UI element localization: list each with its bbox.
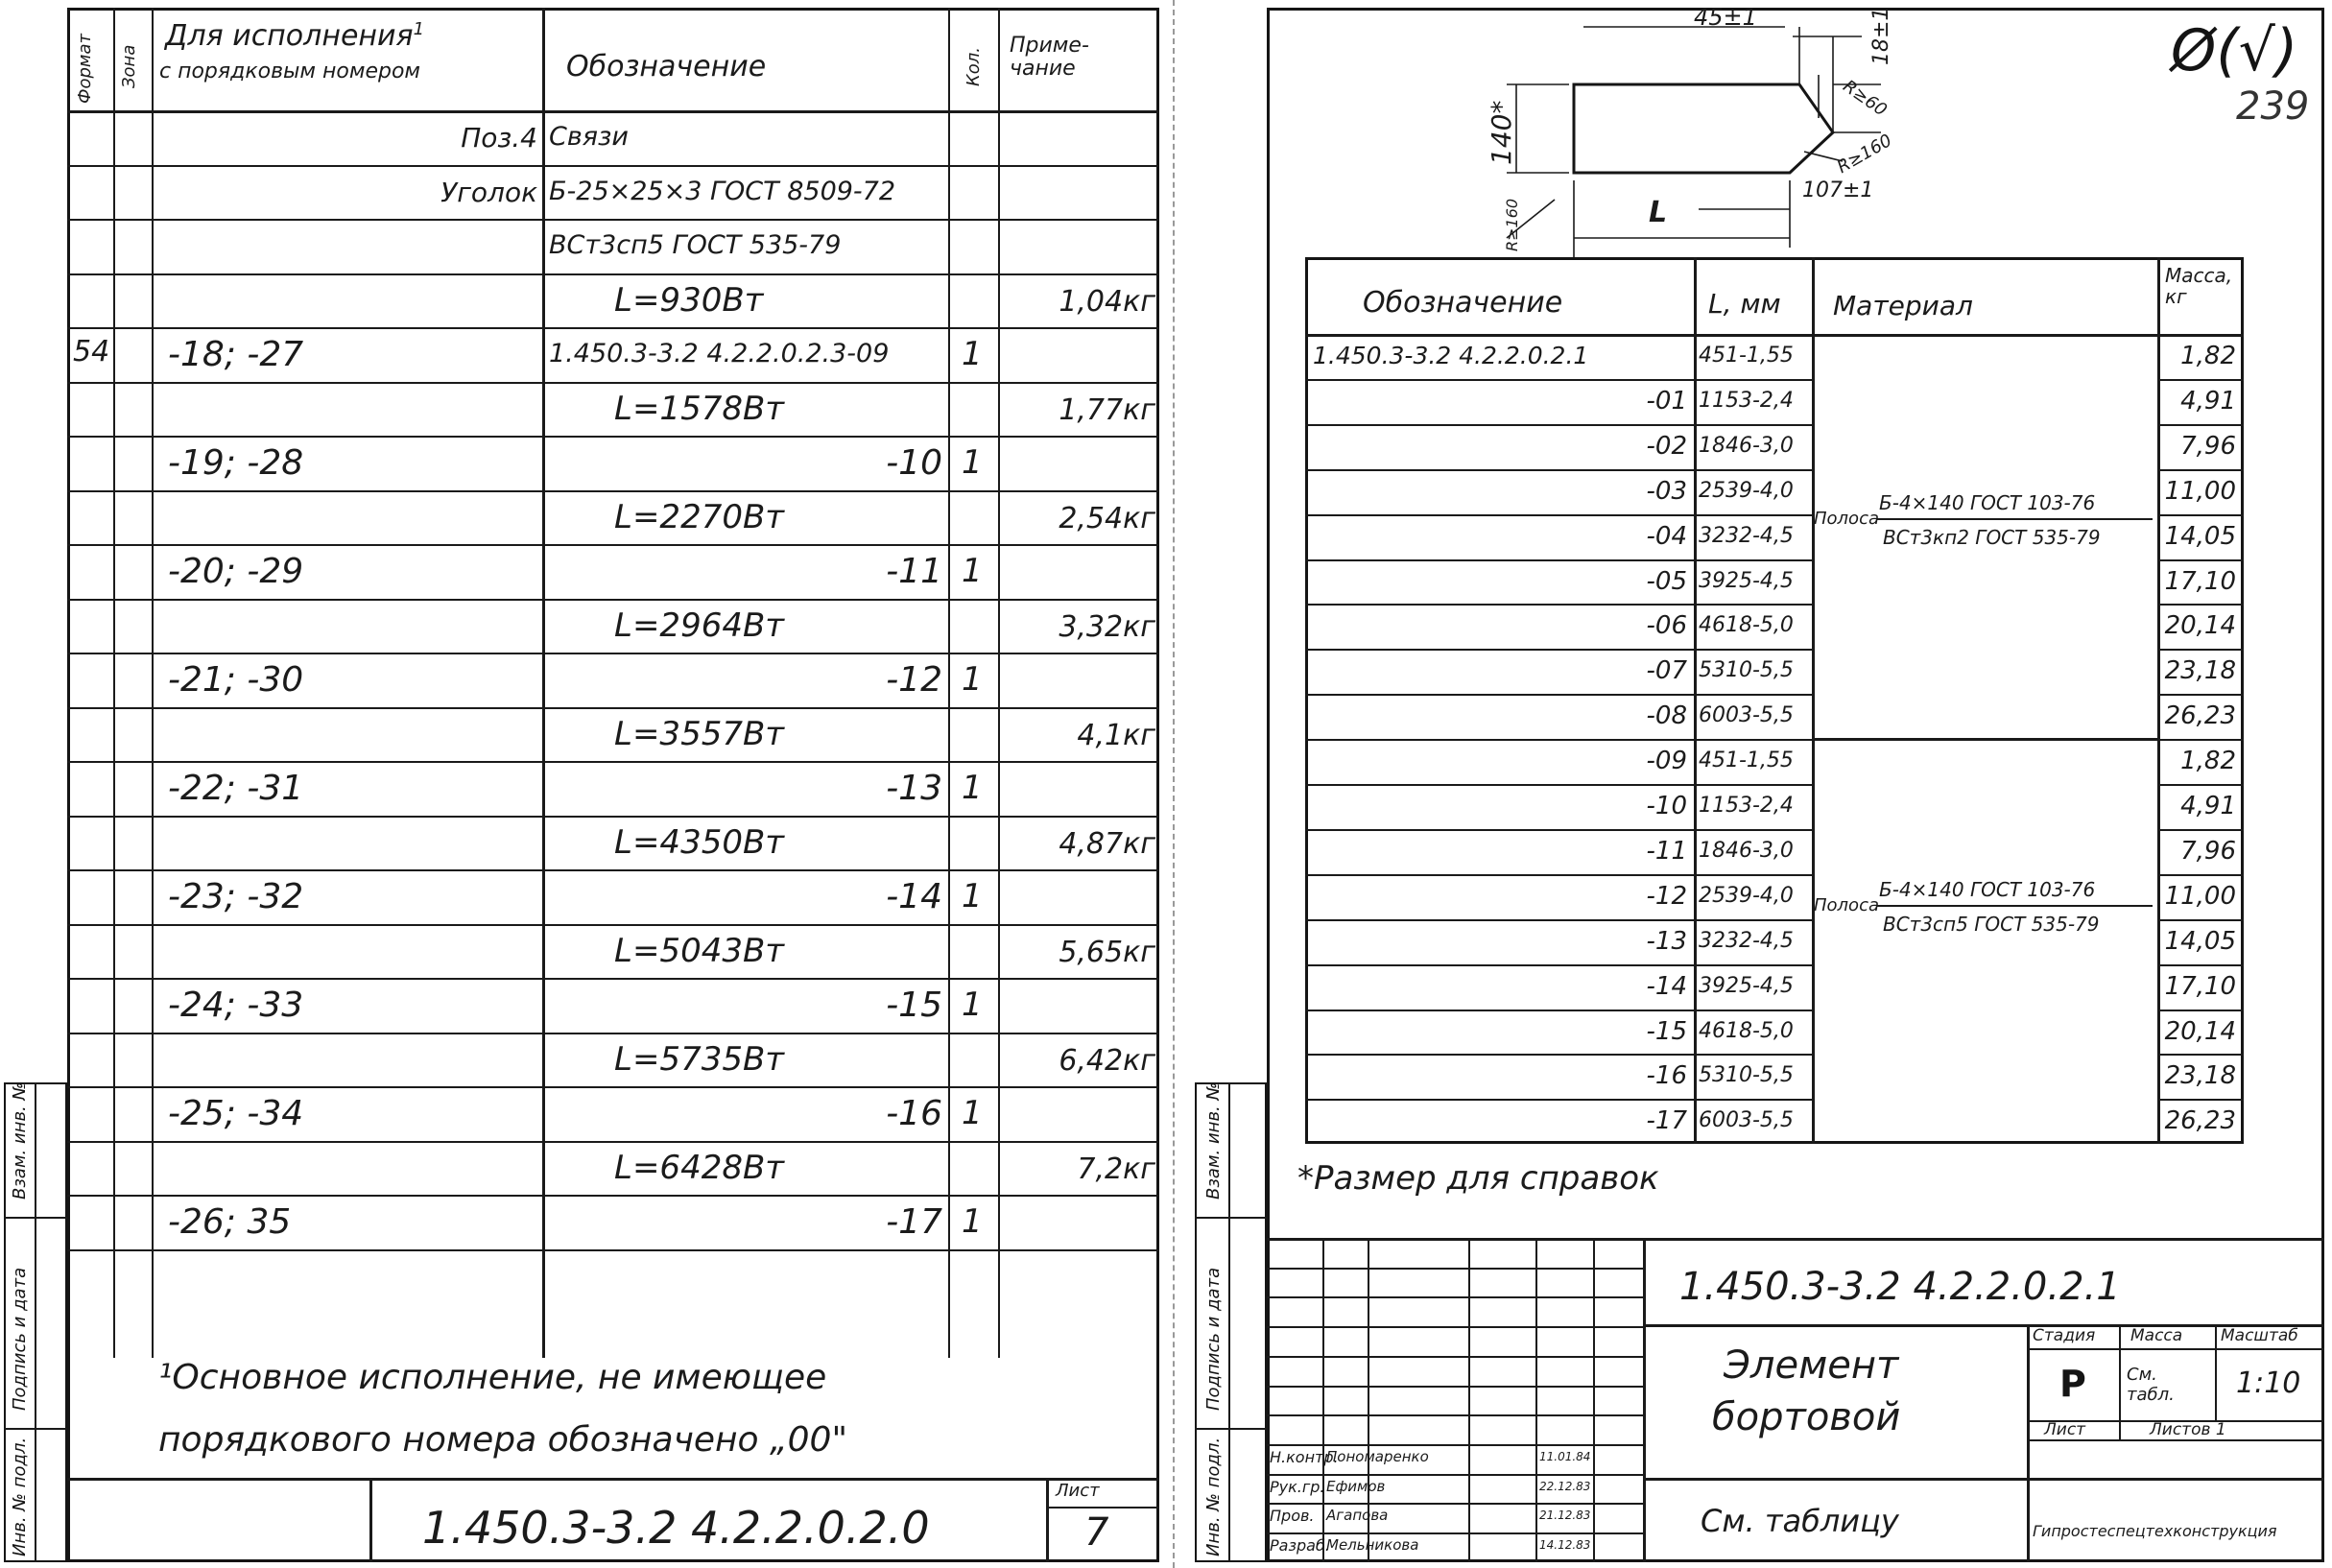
note-header: Приме-чание (1010, 34, 1089, 81)
left-row-line (67, 978, 1159, 980)
mass-row-length: 451-1,55 (1699, 344, 1794, 368)
left-row-line (67, 1086, 1159, 1088)
mass-row-line (1694, 919, 1812, 921)
dim-r1: R≥60 (1839, 76, 1891, 121)
table-row-variant: -25; -34 (168, 1094, 304, 1133)
table-row-qty: 1 (962, 986, 983, 1024)
table-row-designation: Связи (549, 122, 629, 152)
title-grid-line (1267, 1326, 1643, 1328)
mass-row-line (1305, 874, 1694, 876)
right-doc-number: 1.450.3-3.2 4.2.2.0.2.1 (1679, 1265, 2121, 1309)
person-role: Рук.гр. (1270, 1477, 1325, 1496)
table-row-qty: 1 (962, 660, 983, 699)
mass-row-line (2157, 1099, 2244, 1101)
mass-row-length: 3925-4,5 (1699, 568, 1794, 593)
table-row-designation: L=930Вт (614, 280, 764, 320)
mass-row-line (1694, 649, 1812, 651)
table-row-note: 6,42кг (1059, 1043, 1155, 1078)
person-role: Н.контр. (1270, 1447, 1339, 1466)
mass-row-mass: 23,18 (2164, 1061, 2236, 1091)
mass-row-designation: 1.450.3-3.2 4.2.2.0.2.1 (1313, 342, 1589, 369)
mass-row-length: 3925-4,5 (1699, 973, 1794, 998)
table-row-qty: 1 (962, 335, 983, 373)
mass-row-line (1694, 1010, 1812, 1011)
material2-bottom: ВСт3сп5 ГОСТ 535-79 (1883, 913, 2100, 936)
table-row-designation: L=2270Вт (614, 497, 785, 536)
mass-row-mass: 4,91 (2180, 386, 2236, 416)
mass-row-mass: 20,14 (2164, 1016, 2236, 1046)
table-header-material: Материал (1833, 290, 1973, 321)
title-line1: Элемент (1724, 1343, 1899, 1388)
table-row-note: 3,32кг (1059, 609, 1155, 644)
mass-row-designation: -14 (1646, 971, 1687, 1001)
table-row-designation: L=4350Вт (614, 822, 785, 862)
sheet-label: Лист (2044, 1420, 2086, 1439)
person-date: 22.12.83 (1539, 1479, 1591, 1493)
table-row-variant: -19; -28 (168, 443, 304, 483)
corner-mark: Ø(√) (2171, 17, 2298, 84)
variant-header: Для исполнения$^1$ (165, 19, 425, 53)
stage-value: Р (2059, 1363, 2086, 1405)
table-row-variant: -23; -32 (168, 877, 304, 916)
table-row-designation: Б-25×25×3 ГОСТ 8509-72 (549, 176, 896, 206)
table-row-designation: -15 (886, 986, 942, 1025)
mass-row-designation: -08 (1646, 701, 1687, 731)
mass-row-length: 3232-4,5 (1699, 523, 1794, 548)
person-date: 21.12.83 (1539, 1509, 1591, 1523)
mass-row-mass: 7,96 (2180, 836, 2236, 866)
table-row-variant: -22; -31 (168, 769, 304, 808)
left-row-line (67, 599, 1159, 601)
table-row-note: 5,65кг (1059, 935, 1155, 969)
mass-row-mass: 11,00 (2164, 476, 2236, 506)
designation-header: Обозначение (566, 50, 767, 83)
table-row-note: 1,04кг (1059, 284, 1155, 319)
mass-row-length: 1153-2,4 (1699, 388, 1794, 413)
mass-row-designation: -10 (1646, 792, 1687, 820)
sheets-label: Листов 1 (2150, 1420, 2226, 1439)
table-row-qty: 1 (962, 877, 983, 915)
dim-bottom: 107±1 (1802, 178, 1874, 202)
table-row-variant: Уголок (440, 176, 537, 208)
table-row-note: 1,77кг (1059, 392, 1155, 427)
person-date: 11.01.84 (1539, 1449, 1591, 1463)
table-row-qty: 1 (962, 1202, 983, 1241)
left-sheet-label: Лист (1056, 1481, 1100, 1501)
table-row-designation: L=5735Вт (614, 1039, 785, 1079)
mass-row-line (1694, 604, 1812, 606)
mass-row-line (2157, 874, 2244, 876)
mass-row-line (1694, 469, 1812, 471)
mass-row-designation: -12 (1646, 881, 1687, 911)
left-row-line (67, 327, 1159, 329)
table-row-qty: 1 (962, 769, 983, 807)
mass-label: Масса (2130, 1326, 2183, 1345)
person-date: 14.12.83 (1539, 1538, 1591, 1552)
dim-l: L (1649, 196, 1668, 229)
mass-row-line (2157, 514, 2244, 516)
title-grid-line (1267, 1532, 1643, 1534)
left-row-line (67, 382, 1159, 384)
left-header-line (67, 110, 1159, 113)
mass-row-line (2157, 469, 2244, 471)
page-number: 239 (2236, 84, 2310, 129)
left-row-line (67, 707, 1159, 709)
title-grid-line (1267, 1268, 1643, 1270)
mass-row-designation: -04 (1646, 521, 1687, 551)
mass-row-designation: -16 (1646, 1061, 1687, 1091)
mass-row-designation: -02 (1646, 431, 1687, 461)
mass-row-line (2157, 739, 2244, 741)
material1-bottom: ВСт3кп2 ГОСТ 535-79 (1883, 526, 2101, 549)
mass-row-line (1694, 964, 1812, 966)
table-row-designation: -10 (886, 443, 942, 483)
left-margin-label-2: Подпись и дата (10, 1267, 30, 1411)
left-row-line (67, 1141, 1159, 1143)
title-grid-line (1267, 1503, 1643, 1505)
table-header-length: L, мм (1708, 288, 1781, 320)
dim-top: 45±1 (1694, 4, 1757, 31)
table-row-designation: L=2964Вт (614, 606, 785, 645)
mass-row-line (2157, 964, 2244, 966)
table-row-designation: ВСт3сп5 ГОСТ 535-79 (549, 230, 842, 260)
person-name: Агапова (1326, 1507, 1389, 1525)
mass-row-line (1305, 784, 1694, 786)
mass-row-length: 2539-4,0 (1699, 883, 1794, 908)
table-header-designation: Обозначение (1363, 286, 1563, 320)
mass-row-mass: 1,82 (2180, 342, 2236, 370)
mass-row-designation: -13 (1646, 926, 1687, 956)
title-grid-line (1267, 1356, 1643, 1358)
table-row-variant: -21; -30 (168, 660, 304, 700)
person-role: Пров. (1270, 1507, 1315, 1526)
mass-row-length: 1846-3,0 (1699, 433, 1794, 458)
mass-row-length: 3232-4,5 (1699, 928, 1794, 953)
mass-row-line (1694, 1099, 1812, 1101)
table-row-qty: 1 (962, 552, 983, 590)
mass-row-line (1694, 559, 1812, 561)
mass-row-length: 2539-4,0 (1699, 478, 1794, 503)
person-role: Разраб. (1270, 1536, 1330, 1555)
title-grid-line (1267, 1474, 1643, 1476)
mass-row-line (1694, 874, 1812, 876)
dim-r2: R≥160 (1833, 130, 1896, 178)
mass-row-line (1305, 829, 1694, 831)
mass-row-mass: 26,23 (2164, 1106, 2236, 1136)
reference-note: *Размер для справок (1297, 1159, 1659, 1198)
dim-left: 140* (1486, 100, 1517, 165)
table-row-note: 2,54кг (1059, 501, 1155, 535)
dim-r3: R≥160 (1503, 198, 1521, 251)
material1-top: Б-4×140 ГОСТ 103-76 (1879, 491, 2096, 514)
mass-row-designation: -07 (1646, 656, 1687, 686)
mass-row-mass: 14,05 (2164, 521, 2236, 551)
mass-row-line (1305, 649, 1694, 651)
left-row-line (67, 816, 1159, 818)
mass-row-mass: 20,14 (2164, 611, 2236, 641)
table-row-designation: L=1578Вт (614, 389, 785, 428)
mass-row-line (1305, 694, 1694, 696)
table-row-designation: -13 (886, 769, 942, 808)
left-row-line (67, 761, 1159, 763)
mass-row-line (2157, 829, 2244, 831)
left-row-line (67, 219, 1159, 221)
table-row-designation: L=3557Вт (614, 714, 785, 753)
mass-row-line (2157, 379, 2244, 381)
dim-right: 18±1 (1869, 7, 1893, 65)
table-row-format: 54 (73, 335, 110, 368)
footnote-line2: порядкового номера обозначено „00" (158, 1420, 848, 1460)
left-doc-number: 1.450.3-3.2 4.2.2.0.2.0 (422, 1502, 930, 1554)
mass-row-length: 5310-5,5 (1699, 1063, 1794, 1088)
table-row-variant: -24; -33 (168, 986, 304, 1025)
table-row-note: 4,1кг (1077, 718, 1155, 752)
organization: Гипростеспецтехконструкция (2033, 1522, 2277, 1540)
mass-row-line (1694, 829, 1812, 831)
mass-value: См. табл. (2127, 1365, 2175, 1405)
qty-header: Кол. (964, 46, 984, 86)
table-row-designation: -11 (886, 552, 942, 591)
left-row-line (67, 165, 1159, 167)
mass-row-line (1305, 514, 1694, 516)
mass-row-length: 6003-5,5 (1699, 703, 1794, 728)
title-grid-line (1267, 1414, 1643, 1416)
mass-row-line (2157, 649, 2244, 651)
mass-row-line (1305, 964, 1694, 966)
right-margin-label-2: Подпись и дата (1203, 1267, 1224, 1411)
table-row-designation: 1.450.3-3.2 4.2.2.0.2.3-09 (549, 339, 890, 368)
mass-row-line (1305, 559, 1694, 561)
mass-row-length: 451-1,55 (1699, 748, 1794, 773)
mass-row-line (1694, 424, 1812, 426)
title-line2: бортовой (1712, 1395, 1901, 1439)
material-ref: См. таблицу (1701, 1503, 1899, 1539)
left-row-line (67, 1195, 1159, 1197)
title-grid-line (1267, 1386, 1643, 1388)
mass-row-designation: -06 (1646, 611, 1687, 641)
left-row-line (67, 869, 1159, 871)
left-row-line (67, 653, 1159, 654)
mass-row-length: 4618-5,0 (1699, 613, 1794, 638)
mass-row-line (1305, 1010, 1694, 1011)
mass-row-line (1305, 424, 1694, 426)
mass-row-mass: 4,91 (2180, 792, 2236, 820)
mass-row-mass: 1,82 (2180, 747, 2236, 776)
mass-row-designation: -03 (1646, 476, 1687, 506)
right-margin-label-3: Взам. инв. № (1203, 1081, 1224, 1200)
mass-row-line (2157, 694, 2244, 696)
left-row-line (67, 544, 1159, 546)
mass-row-mass: 26,23 (2164, 701, 2236, 731)
mass-row-designation: -05 (1646, 566, 1687, 596)
material2-top: Б-4×140 ГОСТ 103-76 (1879, 878, 2096, 901)
table-row-designation: -14 (886, 877, 942, 916)
table-header-mass: Масса, кг (2165, 264, 2233, 308)
mass-row-length: 4618-5,0 (1699, 1018, 1794, 1043)
zone-header: Зона (119, 44, 139, 88)
person-name: Пономаренко (1326, 1447, 1429, 1465)
variant-header-line2: с порядковым номером (159, 59, 421, 83)
mass-row-mass: 7,96 (2180, 431, 2236, 461)
right-margin-label-1: Инв. № подл. (1203, 1437, 1224, 1556)
table-row-designation: L=6428Вт (614, 1148, 785, 1187)
mass-row-line (1694, 784, 1812, 786)
mass-row-designation: -01 (1646, 386, 1687, 416)
stage-label: Стадия (2033, 1326, 2096, 1345)
table-row-variant: -18; -27 (168, 335, 304, 374)
table-row-note: 4,87кг (1059, 826, 1155, 861)
mass-row-line (1305, 604, 1694, 606)
mass-row-line (1694, 379, 1812, 381)
mass-row-mass: 23,18 (2164, 656, 2236, 686)
left-row-line (67, 1033, 1159, 1034)
left-row-line (67, 924, 1159, 926)
person-name: Мельникова (1326, 1536, 1419, 1554)
table-row-designation: -12 (886, 660, 942, 700)
mass-row-line (1305, 469, 1694, 471)
footnote-line1: ¹Основное исполнение, не имеющее (158, 1358, 827, 1397)
mass-row-line (1305, 739, 1694, 741)
mass-row-line (1694, 694, 1812, 696)
mass-row-length: 1846-3,0 (1699, 838, 1794, 863)
table-row-qty: 1 (962, 1094, 983, 1132)
left-sheet-number: 7 (1084, 1510, 1109, 1555)
table-row-designation: -16 (886, 1094, 942, 1133)
mass-row-line (1305, 1054, 1694, 1056)
mass-row-designation: -11 (1646, 836, 1687, 866)
mass-row-mass: 11,00 (2164, 881, 2236, 911)
mass-row-line (2157, 604, 2244, 606)
material1-word: Полоса (1814, 509, 1879, 529)
mass-row-length: 1153-2,4 (1699, 794, 1794, 818)
mass-row-line (2157, 919, 2244, 921)
table-row-variant: -20; -29 (168, 552, 304, 591)
mass-row-line (2157, 1010, 2244, 1011)
mass-row-line (1694, 739, 1812, 741)
left-row-line (67, 490, 1159, 492)
mass-row-designation: -17 (1646, 1106, 1687, 1136)
mass-row-line (2157, 1054, 2244, 1056)
mass-row-line (1694, 514, 1812, 516)
left-margin-label-3: Взам. инв. № (10, 1081, 30, 1200)
table-row-note: 7,2кг (1077, 1152, 1155, 1186)
mass-row-designation: -15 (1646, 1016, 1687, 1046)
left-row-line (67, 1249, 1159, 1251)
scale-label: Масштаб (2221, 1326, 2298, 1345)
material2-word: Полоса (1814, 895, 1879, 915)
mass-row-line (1305, 379, 1694, 381)
mass-row-mass: 14,05 (2164, 926, 2236, 956)
mass-row-line (1305, 919, 1694, 921)
scale-value: 1:10 (2236, 1366, 2301, 1400)
title-grid-line (1267, 1296, 1643, 1298)
table-row-designation: -17 (886, 1202, 942, 1242)
table-row-variant: Поз.4 (461, 122, 537, 154)
mass-row-mass: 17,10 (2164, 566, 2236, 596)
left-row-line (67, 273, 1159, 275)
mass-row-designation: -09 (1646, 747, 1687, 776)
left-row-line (67, 436, 1159, 438)
mass-row-mass: 17,10 (2164, 971, 2236, 1001)
mass-row-line (2157, 424, 2244, 426)
mass-row-line (2157, 784, 2244, 786)
table-row-designation: L=5043Вт (614, 931, 785, 970)
table-row-qty: 1 (962, 443, 983, 482)
mass-row-line (2157, 559, 2244, 561)
mass-row-line (1694, 1054, 1812, 1056)
mass-row-line (1305, 1099, 1694, 1101)
mass-row-length: 5310-5,5 (1699, 658, 1794, 683)
format-header: Формат (75, 33, 95, 104)
person-name: Ефимов (1326, 1477, 1386, 1495)
title-grid-line (1267, 1444, 1643, 1446)
left-margin-label-1: Инв. № подл. (10, 1437, 30, 1556)
table-row-variant: -26; 35 (168, 1202, 292, 1242)
mass-row-length: 6003-5,5 (1699, 1108, 1794, 1133)
